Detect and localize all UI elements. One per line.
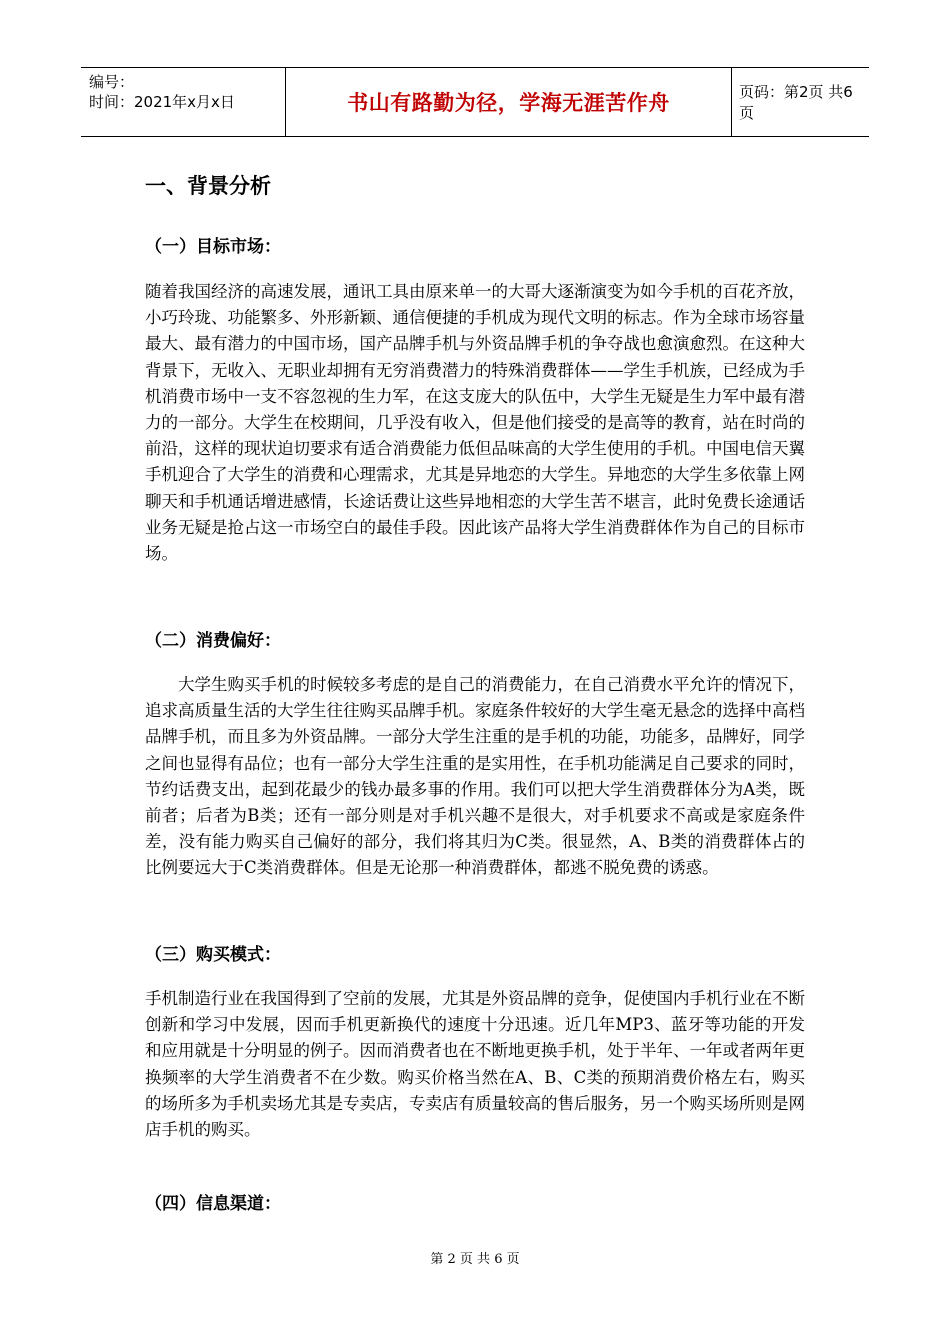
serial-number-label: 编号： bbox=[89, 73, 135, 91]
subsection-title-purchase-mode: （三）购买模式： bbox=[145, 945, 281, 965]
subsection-title-information-channel: （四）信息渠道： bbox=[145, 1194, 281, 1214]
section-title: 一、背景分析 bbox=[145, 174, 271, 198]
header-meta bbox=[89, 72, 279, 112]
paragraph-purchase-mode: 手机制造行业在我国得到了空前的发展，尤其是外资品牌的竞争，促使国内手机行业在不断创新和学习中发展，因而手机更新换代的速度十分迅速。近几年MP3、蓝牙等功能的开发和应用就是十分明显的例子。因而消费者也在不断地更换手机，处于半年、一年或者两年更换频率的大学生消费者不在少数。购买价格当然在A、B、C类的预期消费价格左右，购买的场所多为手机卖场尤其是专卖店，专卖店有质量较高的售后服务，另一个购买场所则是网店手机的购买。 bbox=[145, 989, 805, 1140]
subsection-title-consumer-preference: （二）消费偏好： bbox=[145, 631, 281, 651]
paragraph-target-market: 随着我国经济的高速发展，通讯工具由原来单一的大哥大逐渐演变为如今手机的百花齐放，小巧玲珑、功能繁多、外形新颖、通信便捷的手机成为现代文明的标志。作为全球市场容量最大、最有潜力的中国市场，国产品牌手机与外资品牌手机的争夺战也愈演愈烈。在这种大背景下，无收入、无职业却拥有无穷消费潜力的特殊消费群体——学生手机族，已经成为手机消费市场中一支不容忽视的生力军，在这支庞大的队伍中，大学生无疑是生力军中最有潜力的一部分。大学生在校期间，几乎没有收入，但是他们接受的是高等的教育，站在时尚的前沿，这样的现状迫切要求有适合消费能力低但品味高的大学生使用的手机。中国电信天翼手机迎合了大学生的消费和心理需求，尤其是异地恋的大学生。异地恋的大学生多依靠上网聊天和手机通话增进感情，长途话费让这些异地相恋的大学生苦不堪言，此时免费长途通话业务无疑是抢占这一市场空白的最佳手段。因此该产品将大学生消费群体作为自己的目标市场。 bbox=[145, 282, 805, 564]
date-label: 时间：2021年x月x日 bbox=[89, 93, 235, 111]
page-footer: 第 2 页 共 6 页 bbox=[430, 1252, 520, 1267]
header-page-info: 页码：第2页 共6页 bbox=[739, 83, 853, 122]
page-header bbox=[81, 67, 869, 137]
subsection-title-target-market: （一）目标市场： bbox=[145, 237, 281, 257]
paragraph-consumer-preference: 大学生购买手机的时候较多考虑的是自己的消费能力，在自己消费水平允许的情况下，追求高质量生活的大学生往往购买品牌手机。家庭条件较好的大学生毫无悬念的选择中高档品牌手机，而且多为外资品牌。一部分大学生注重的是手机的功能，功能多，品牌好，同学之间也显得有品位；也有一部分大学生注重的是实用性，在手机功能满足自己要求的同时，节约话费支出，起到花最少的钱办最多事的作用。我们可以把大学生消费群体分为A类，既前者；后者为B类；还有一部分则是对手机兴趣不是很大，对手机要求不高或是家庭条件差，没有能力购买自己偏好的部分，我们将其归为C类。很显然，A、B类的消费群体占的比例要远大于C类消费群体。但是无论那一种消费群体，都逃不脱免费的诱惑。 bbox=[145, 675, 805, 878]
header-motto: 书山有路勤为径，学海无涯苦作舟 bbox=[285, 68, 732, 136]
